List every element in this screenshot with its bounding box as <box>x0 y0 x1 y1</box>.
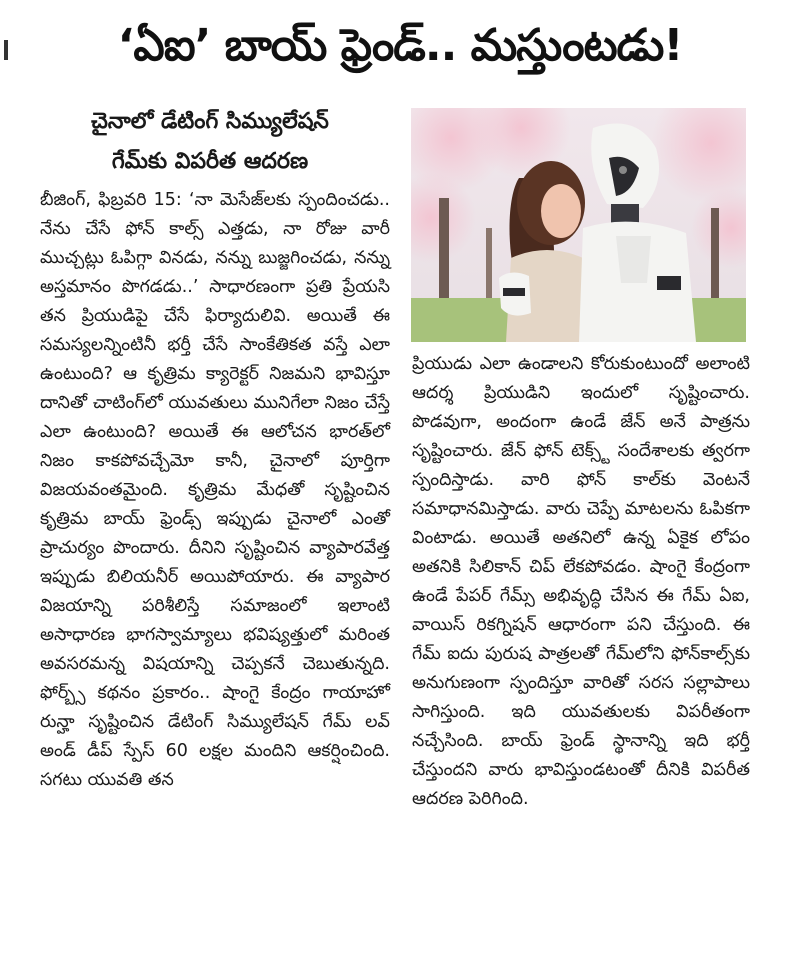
headline: ‘ఏఐ’ బాయ్ ఫ్రెండ్.. మస్తుంటడు! <box>117 20 683 71</box>
subheadline-line2: గేమ్‌కు విపరీత ఆదరణ <box>111 149 309 174</box>
robot-embrace-photo <box>411 108 746 342</box>
woman-hugging-robot-icon <box>411 108 746 342</box>
article-body-left-text: బీజింగ్, ఫిబ్రవరి 15: ‘నా మెసేజ్‌లకు స్పందించడు.. నేను చేసే ఫోన్ కాల్స్ ఎత్తడు, నా రోజు వారీ ముచ్చట్లు ఓపిగ్గా వినడు, నన్ను బుజ్జగించడు, నన్ను అస్తమానం పొగడడు..’ సాధారణంగా ప్రతి ప్రేయసి తన ప్రియుడిపై చేసే ఫిర్యాదులివి. అయితే ఈ సమస్యలన్నింటినీ భర్తీ చేసే సాంకేతికత వస్తే ఎలా ఉంటుంది? ఆ కృత్రిమ క్యారెక్టర్ నిజమని భావిస్తూ దానితో చాటింగ్‌లో యువతులు మునిగేలా నిజం చేస్తే ఎలా ఉంటుంది? అయితే ఈ ఆలోచన భారత్‌లో నిజం కాకపోవచ్చేమో కానీ, చైనాలో పూర్తిగా విజయవంతమైంది. కృత్రిమ మేధతో సృష్టించిన కృత్రిమ బాయ్ ఫ్రెండ్స్ ఇప్పుడు చైనాలో ఎంతో ప్రాచుర్యం పొందారు. దీనిని సృష్టించిన వ్యాపారవేత్త ఇప్పుడు బిలియనీర్ అయిపోయారు. ఈ వ్యాపార విజయాన్ని పరిశీలిస్తే సమాజంలో ఇలాంటి అసాధారణ భాగస్వామ్యాలు భవిష్యత్తులో మరింత అవసరమన్న విషయాన్ని చెప్పకనే చెబుతున్నది. ఫోర్బ్స్ కథనం ప్రకారం.. షాంగై కేంద్రం గాయాహో రున్హా సృష్టించిన డేటింగ్ సిమ్యులేషన్ గేమ్ లవ్ అండ్ డీప్ స్పేస్ 60 లక్షల మందిని ఆకర్షించింది. సగటు యువతి తన <box>40 190 390 790</box>
article-body-left-column <box>40 186 390 795</box>
subheadline-line1: చైనాలో డేటింగ్ సిమ్యులేషన్ <box>91 109 329 134</box>
article-body-right-text: ప్రియుడు ఎలా ఉండాలని కోరుకుంటుందో అలాంటి ఆదర్శ ప్రియుడిని ఇందులో సృష్టించారు. పొడవుగా, అందంగా ఉండే జేన్ అనే పాత్రను సృష్టించారు. జేన్ ఫోన్ టెక్స్ట్ సందేశాలకు త్వరగా స్పందిస్తాడు. వారి ఫోన్ కాల్‌కు వెంటనే సమాధానమిస్తాడు. వారు చెప్పే మాటలను ఓపికగా వింటాడు. అయితే అతనిలో ఉన్న ఏకైక లోపం అతనికి సిలికాన్ చిప్ లేకపోవడం. షాంగై కేంద్రంగా ఉండే పేపర్ గేమ్స్ అభివృద్ధి చేసిన ఈ గేమ్ ఏఐ, వాయిస్ రికగ్నిషన్ ఆధారంగా పని చేస్తుంది. ఈ గేమ్ ఐదు పురుష పాత్రలతో గేమ్‌లోని ఫోన్‌కాల్స్‌కు అనుగుణంగా స్పందిస్తూ వారితో సరస సల్లాపాలు సాగిస్తుంది. ఇది యువతులకు విపరీతంగా నచ్చేసింది. బాయ్ ఫ్రెండ్ స్థానాన్ని ఇది భర్తీ చేస్తుందని వారు భావిస్తుండటంతో దీనికి విపరీత ఆదరణ పెరిగింది. <box>412 354 750 809</box>
article-body-right-column <box>412 350 750 814</box>
